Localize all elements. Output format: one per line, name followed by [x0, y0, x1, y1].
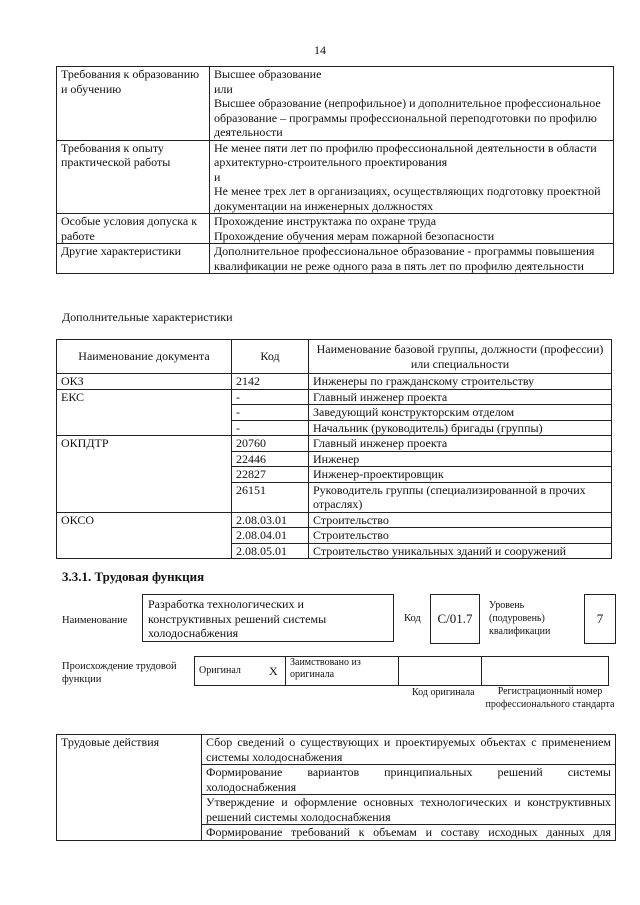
name-cell: Заведующий конструкторским отделом: [309, 405, 612, 421]
row-label: Требования к опыту практической работы: [57, 140, 210, 214]
column-header: Наименование базовой группы, должности (профессии) или специальности: [309, 340, 612, 374]
code-cell: 2.08.05.01: [232, 543, 309, 559]
additional-table: [56, 339, 612, 559]
column-header: Наименование документа: [57, 340, 232, 374]
doc-cell: ЕКС: [57, 389, 232, 436]
table-row: [57, 214, 614, 244]
table-row: [57, 389, 612, 405]
actions-label: Трудовые действия: [57, 735, 202, 841]
reg-number-caption: Регистрационный номер профессионального стандарта: [485, 686, 615, 710]
level-label: Уровень (подуровень) квалификации: [489, 600, 551, 637]
column-header: Код: [232, 340, 309, 374]
code-cell: -: [232, 389, 309, 405]
row-value: [210, 67, 614, 141]
table-row: [57, 436, 612, 452]
table-row: [57, 735, 616, 765]
function-code-box: С/01.7: [430, 594, 480, 644]
origin-table: [194, 656, 609, 686]
name-cell: Инженер: [309, 451, 612, 467]
name-cell: Инженеры по гражданскому строительству: [309, 374, 612, 390]
table-row: [57, 244, 614, 274]
row-label: Требования к образованию и обучению: [57, 67, 210, 141]
text-line: Высшее образование: [214, 67, 322, 81]
table-row: [57, 512, 612, 528]
code-cell: 2.08.03.01: [232, 512, 309, 528]
row-value: [210, 140, 614, 214]
doc-cell: ОКПДТР: [57, 436, 232, 513]
code-cell: 2.08.04.01: [232, 528, 309, 544]
code-label: Код: [404, 613, 421, 624]
code-cell: 2142: [232, 374, 309, 390]
name-cell: Главный инженер проекта: [309, 389, 612, 405]
name-cell: Инженер-проектировщик: [309, 467, 612, 483]
row-value: [210, 244, 614, 274]
row-value: [210, 214, 614, 244]
text-line: или: [214, 81, 233, 96]
text-line: Дополнительное профессиональное образование - программы повышения квалификации не реже одного раза в пять лет по профилю деятельности: [214, 244, 595, 273]
code-cell: -: [232, 420, 309, 436]
page-number: 14: [314, 43, 326, 57]
name-cell: Руководитель группы (специализированной в прочих отраслях): [309, 482, 612, 512]
action-item: Утверждение и оформление основных технологических и конструктивных решений системы холодоснабжения: [202, 795, 616, 825]
actions-table: [56, 734, 616, 841]
code-cell: 26151: [232, 482, 309, 512]
function-title: 3.3.1. Трудовая функция: [62, 569, 205, 584]
text-line: Не менее трех лет в организациях, осуществляющих подготовку проектной документации на инженерных должностях: [214, 184, 601, 213]
reg-number-cell: [482, 657, 609, 686]
text-line: Прохождение инструктажа по охране труда: [214, 214, 437, 228]
code-original-caption: Код оригинала: [412, 687, 475, 698]
doc-cell: ОКЗ: [57, 374, 232, 390]
table-row: [57, 140, 614, 214]
code-original-cell: [399, 657, 482, 686]
table-row: [57, 374, 612, 390]
code-cell: 20760: [232, 436, 309, 452]
action-item: Формирование требований к объемам и составу исходных данных для: [202, 825, 616, 841]
text-line: Высшее образование (непрофильное) и дополнительное профессиональное образование – программы профессиональной переподготовки по профилю деятельности: [214, 96, 601, 139]
requirements-table: [56, 66, 614, 274]
original-mark: Х: [265, 657, 286, 686]
row-label: Другие характеристики: [57, 244, 210, 274]
text-line: Не менее пяти лет по профилю профессиональной деятельности в области архитектурно-строительного проектирования: [214, 140, 597, 169]
borrowed-label: Заимствовано из оригинала: [286, 657, 399, 686]
name-cell: Начальник (руководитель) бригады (группы): [309, 420, 612, 436]
row-label: Особые условия допуска к работе: [57, 214, 210, 244]
text-line: Прохождение обучения мерам пожарной безопасности: [214, 228, 495, 243]
doc-cell: ОКСО: [57, 512, 232, 559]
name-cell: Главный инженер проекта: [309, 436, 612, 452]
header-row: [57, 340, 612, 374]
action-item: Сбор сведений о существующих и проектируемых объектах с применением системы холодоснабжения: [202, 735, 616, 765]
name-cell: Строительство: [309, 512, 612, 528]
level-box: 7: [584, 594, 616, 644]
name-cell: Строительство: [309, 528, 612, 544]
origin-label: Происхождение трудовой функции: [62, 661, 177, 685]
table-row: [57, 67, 614, 141]
function-name-box: Разработка технологических и конструктивных решений системы холодоснабжения: [142, 594, 394, 642]
action-item: Формирование вариантов принципиальных решений системы холодоснабжения: [202, 765, 616, 795]
original-label: Оригинал: [195, 657, 266, 686]
code-cell: -: [232, 405, 309, 421]
additional-title: Дополнительные характеристики: [62, 310, 233, 324]
table-row: [195, 657, 609, 686]
name-label: Наименование: [62, 615, 128, 626]
text-line: и: [214, 169, 221, 184]
name-cell: Строительство уникальных зданий и сооружений: [309, 543, 612, 559]
code-cell: 22827: [232, 467, 309, 483]
code-cell: 22446: [232, 451, 309, 467]
